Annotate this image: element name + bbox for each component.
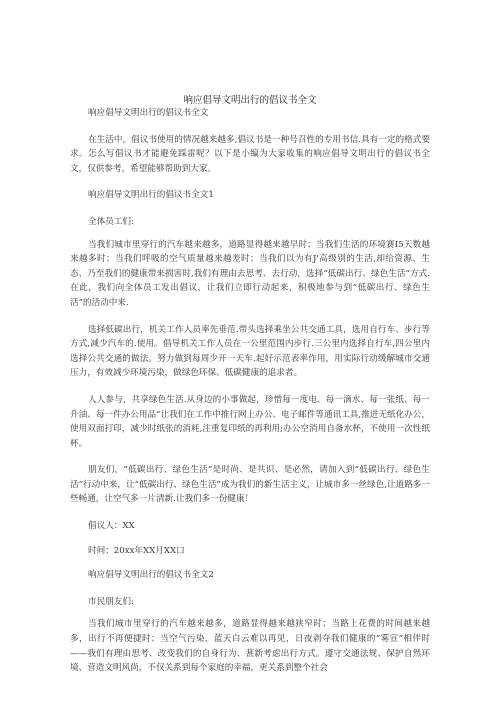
section-1-paragraph-4: 朋友们，“低碳出行、绿色生活”是时尚、是共识、是必然，请加入到“低碳出行、绿色生活”行动中来，让“低碳出行、绿色生活”成为我们的新生活主义，让城市多一丝绿色,让道路多一些畅通，让空气多一片清新.让我们多一份健康！: [70, 465, 430, 505]
intro-paragraph: 在生活中，倡议书使用的情况越来越多,倡议书是一种号召性的专用书信.具有一定的格式要求。怎么写倡议书才能避免踩雷呢？以下是小编为大家收集的响应倡导文明出行的倡议书全文，仅供参考，希望能够帮助到大家。: [70, 134, 430, 174]
section-1-paragraph-3: 人人参与，共享绿色生活.从身边的小事做起，珍惜每一度电、每一滴水、每一张纸、每一升油、每一件办公用品“让我们在工作中推行网上办公、电子邮件等通讯工具,推进无纸化办公，使用双面打印，减少时纸张的消耗,注重复印纸的再利用;办公空消用自备水杯，不使用一次性纸杯。: [70, 394, 430, 449]
document-body: [70, 106, 430, 688]
section-1-proposer: 倡议人：XX: [88, 521, 135, 532]
section-1-heading: 响应倡导文明出行的倡议书全文1: [88, 190, 214, 201]
section-1-greeting: 全体员工们:: [88, 216, 134, 227]
section-2-heading: 响应倡导文明出行的倡议书全文2: [88, 570, 214, 581]
document-subtitle: 响应倡导文明出行的倡议书全文: [88, 108, 209, 118]
document-title: 响应倡导文明出行的倡议书全文: [183, 95, 317, 106]
section-2-paragraph-1: 当我们城市里穿行的汽车越来越多，道路显得越来越狭窄时；当路上花费的时间越来越多，出行不再便捷时；当空气污染，蓝天白云难以再见，日夜剥夺我们健康的“雾宣”相伴时——我们有理由思考、改变我们的自身行为、葚新考虑出行方式。遵守交通法规、保护自然环境、营造文明风尚，不仅关系到每个家庭的幸福，更关系到整个社会: [70, 619, 430, 674]
section-2-greeting: 市民朋友们:: [88, 596, 134, 607]
section-1-paragraph-2: 选择低碳出行，机关工作人员率先垂范.带头选择乘坐公共交通工具，选用自行车、步行等方式,减少汽车的.使用。倡导机关工作人员在一公里范围内步行.三公里内选择自行车,四公里内选择公共交通的做法。努力做到每周少开一天车.起好示范表率作用，用实际行动缓解城市交通压力，有效减少环境污染，做绿色环保、低碳健康的追求者。: [70, 324, 430, 379]
section-1-date: 时间：20xx年XX月XX口: [88, 545, 185, 556]
section-1-paragraph-1: 当我们城市里穿行的汽车越来越多，道路显得越来越早时；当我们生活的环境赛I5天数越来越多时；当我们呼吸的空气质量越来越差时；当我们以为有J'高级别的生活,却给资源、生态、乃至我们的健康带来损害时,我们有理由去思考、去行动，选择“低碳出行、绿色生活”方式.在此，我们向全体员工发出倡议，让我们立即行动起来，积极地参与到“低碳出行、绿色生活”的活动中来.: [70, 239, 430, 308]
